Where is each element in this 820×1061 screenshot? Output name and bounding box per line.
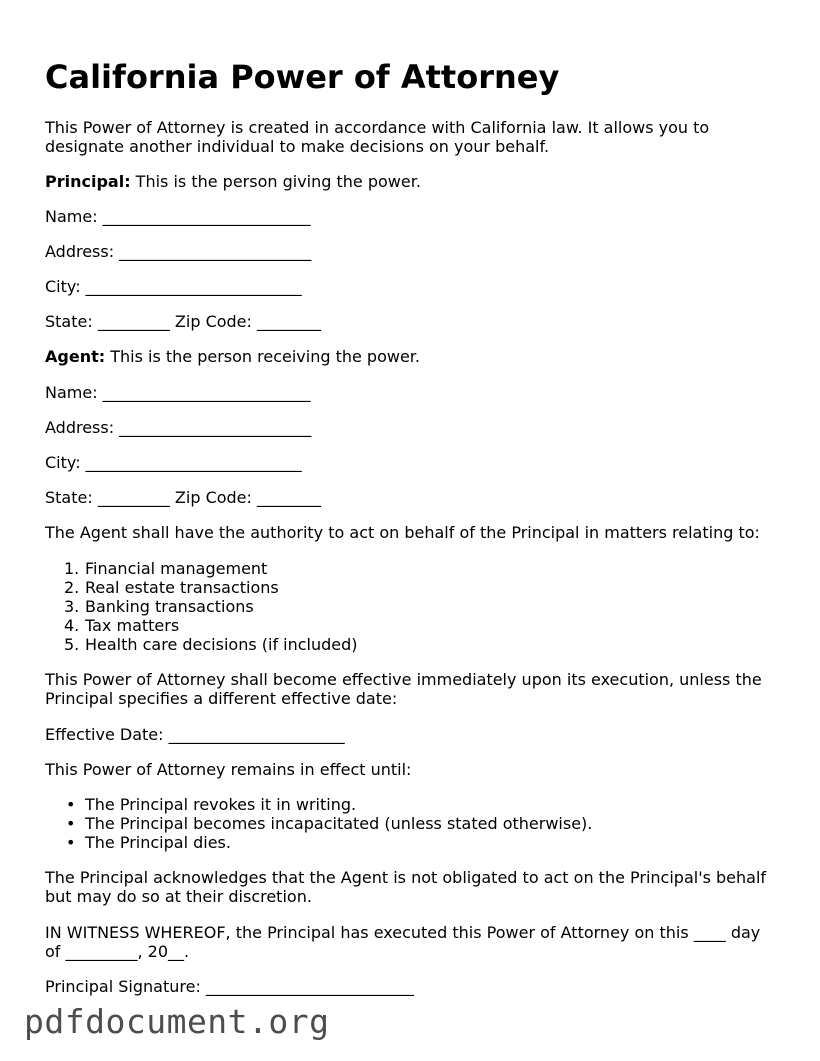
list-item	[45, 795, 592, 814]
acknowledge-line-1: The Principal acknowledges that the Agent is not obligated to act on the Principal's behalf	[45, 868, 767, 887]
principal-description: This is the person giving the power.	[130, 172, 421, 191]
list-number: 2.	[64, 578, 80, 597]
document-title: California Power of Attorney	[45, 58, 560, 96]
remains-intro: This Power of Attorney remains in effect until:	[45, 760, 412, 779]
principal-heading-line	[45, 172, 421, 191]
agent-label: Agent:	[45, 347, 106, 366]
watermark: pdfdocument.org	[24, 1002, 330, 1041]
agent-city-field[interactable]: City: ___________________________	[45, 453, 302, 472]
principal-city-field[interactable]: City: ___________________________	[45, 277, 302, 296]
bullet-icon: •	[66, 833, 76, 852]
list-number: 5.	[64, 635, 80, 654]
list-item-text: The Principal becomes incapacitated (unless stated otherwise).	[85, 814, 593, 833]
agent-address-field[interactable]: Address: ________________________	[45, 418, 312, 437]
principal-signature-field[interactable]: Principal Signature: __________________________	[45, 977, 414, 996]
list-item-text: Banking transactions	[85, 597, 254, 616]
agent-name-field[interactable]: Name: __________________________	[45, 383, 311, 402]
authority-intro: The Agent shall have the authority to act on behalf of the Principal in matters relating to:	[45, 523, 760, 542]
list-number: 1.	[64, 559, 80, 578]
list-item	[45, 814, 592, 833]
effective-date-field[interactable]: Effective Date: ______________________	[45, 725, 345, 744]
list-item	[45, 616, 358, 635]
principal-label: Principal:	[45, 172, 131, 191]
list-item-text: The Principal revokes it in writing.	[85, 795, 357, 814]
bullet-icon: •	[66, 814, 76, 833]
list-number: 3.	[64, 597, 80, 616]
principal-state-zip-field[interactable]: State: _________ Zip Code: ________	[45, 312, 321, 331]
effective-line-1: This Power of Attorney shall become effective immediately upon its execution, unless the	[45, 670, 762, 689]
witness-line-1[interactable]: IN WITNESS WHEREOF, the Principal has executed this Power of Attorney on this ____ day	[45, 923, 761, 942]
list-item	[45, 597, 358, 616]
list-number: 4.	[64, 616, 80, 635]
acknowledge-line-2: but may do so at their discretion.	[45, 887, 312, 906]
agent-state-zip-field[interactable]: State: _________ Zip Code: ________	[45, 488, 321, 507]
intro-line-1: This Power of Attorney is created in accordance with California law. It allows you to	[45, 118, 710, 137]
witness-line-2[interactable]: of _________, 20__.	[45, 942, 190, 961]
list-item	[45, 635, 358, 654]
list-item-text: Real estate transactions	[85, 578, 279, 597]
list-item	[45, 578, 358, 597]
list-item-text: Tax matters	[85, 616, 180, 635]
agent-heading-line	[45, 347, 420, 366]
list-item-text: Health care decisions (if included)	[85, 635, 358, 654]
list-item-text: The Principal dies.	[85, 833, 231, 852]
agent-description: This is the person receiving the power.	[105, 347, 420, 366]
list-item-text: Financial management	[85, 559, 268, 578]
intro-line-2: designate another individual to make decisions on your behalf.	[45, 137, 550, 156]
principal-name-field[interactable]: Name: __________________________	[45, 207, 311, 226]
authority-list	[45, 559, 358, 654]
principal-address-field[interactable]: Address: ________________________	[45, 242, 312, 261]
remains-list	[45, 795, 592, 852]
bullet-icon: •	[66, 795, 76, 814]
list-item	[45, 833, 592, 852]
effective-line-2: Principal specifies a different effective date:	[45, 689, 398, 708]
list-item	[45, 559, 358, 578]
